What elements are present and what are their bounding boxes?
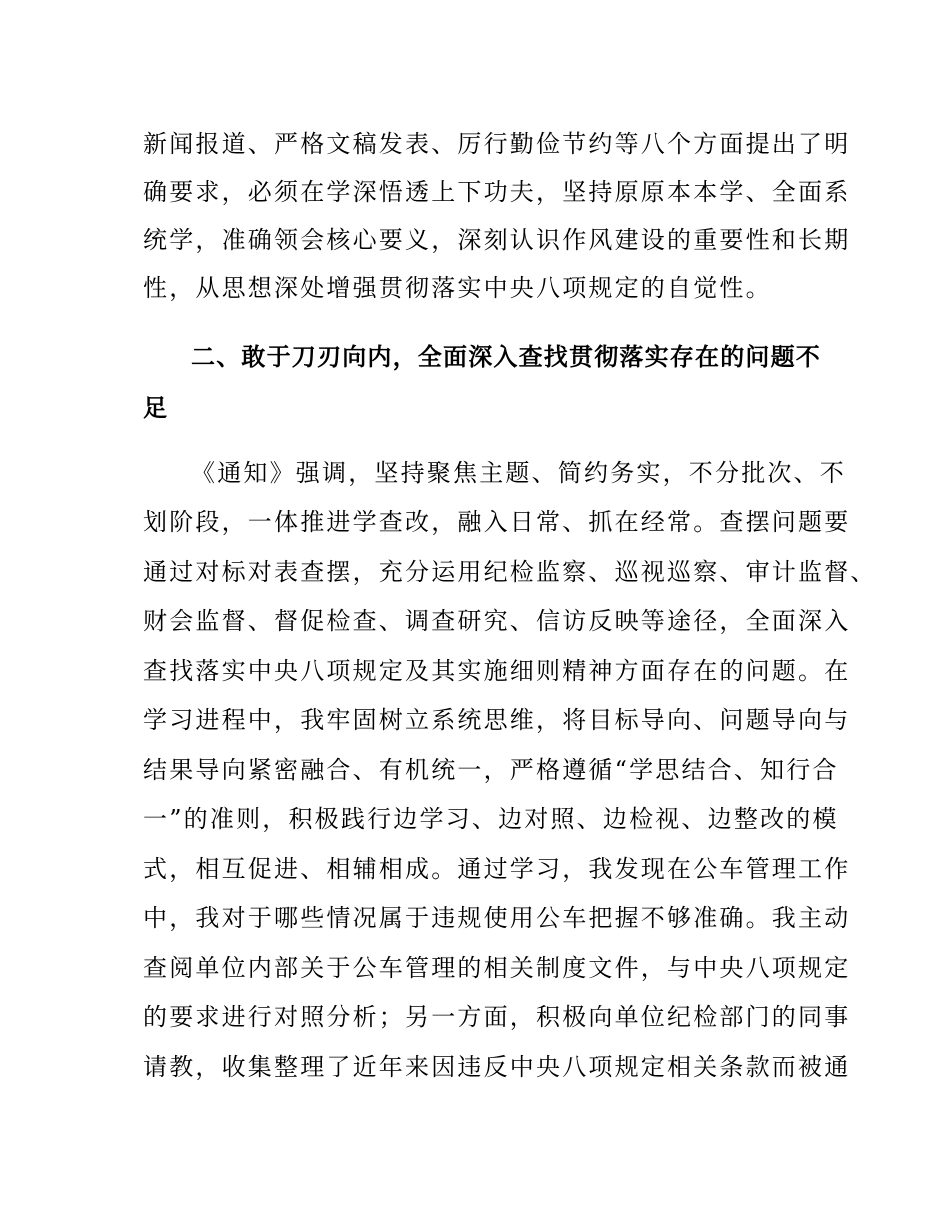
paragraph-line: 通过对标对表查摆，充分运用纪检监察、巡视巡察、审计监督、 xyxy=(143,558,877,586)
paragraph-line: 统学，准确领会核心要义，深刻认识作风建设的重要性和长期 xyxy=(143,226,851,254)
paragraph-line: 中，我对于哪些情况属于违规使用公车把握不够准确。我主动 xyxy=(143,904,851,932)
paragraph-line: 学习进程中，我牢固树立系统思维，将目标导向、问题导向与 xyxy=(143,706,851,734)
paragraph-line: 《通知》强调，坚持聚焦主题、简约务实，不分批次、不 xyxy=(191,459,846,487)
paragraph-line: 新闻报道、严格文稿发表、厉行勤俭节约等八个方面提出了明 xyxy=(143,130,851,158)
paragraph-line: 一”的准则，积极践行边学习、边对照、边检视、边整改的模 xyxy=(143,805,839,833)
paragraph-line: 结果导向紧密融合、有机统一，严格遵循“学思结合、知行合 xyxy=(143,756,839,784)
paragraph-line: 的要求进行对照分析；另一方面，积极向单位纪检部门的同事 xyxy=(143,1003,851,1031)
paragraph-line: 查找落实中央八项规定及其实施细则精神方面存在的问题。在 xyxy=(143,657,851,685)
section-heading: 二、敢于刀刃向内，全面深入查找贯彻落实存在的问题不 xyxy=(191,343,821,371)
paragraph-line: 式，相互促进、相辅相成。通过学习，我发现在公车管理工作 xyxy=(143,855,851,883)
section-heading-continued: 足 xyxy=(143,394,169,422)
paragraph-line: 请教，收集整理了近年来因违反中央八项规定相关条款而被通 xyxy=(143,1053,851,1081)
paragraph-line: 性，从思想深处增强贯彻落实中央八项规定的自觉性。 xyxy=(143,274,772,302)
paragraph-line: 划阶段，一体推进学查改，融入日常、抓在经常。查摆问题要 xyxy=(143,508,851,536)
paragraph-line: 查阅单位内部关于公车管理的相关制度文件，与中央八项规定 xyxy=(143,954,851,982)
paragraph-line: 确要求，必须在学深悟透上下功夫，坚持原原本本学、全面系 xyxy=(143,178,851,206)
paragraph-line: 财会监督、督促检查、调查研究、信访反映等途径，全面深入 xyxy=(143,607,851,635)
